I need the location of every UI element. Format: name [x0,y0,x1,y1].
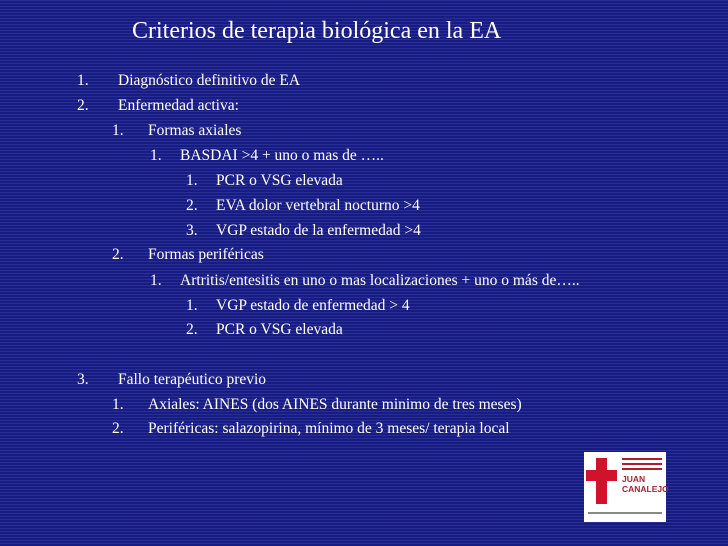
list-number: 2. [186,197,198,214]
list-text: Fallo terapéutico previo [118,371,267,388]
list-number: 2. [112,246,124,263]
list-number: 1. [112,396,124,413]
list-text: Formas periféricas [148,246,264,263]
list-number: 3. [186,222,198,239]
red-cross-icon [596,458,607,504]
list-text: Diagnóstico definitivo de EA [118,72,301,89]
list-text: Enfermedad activa: [118,97,239,114]
list-number: 1. [77,72,89,89]
list-text: Axiales: AINES (dos AINES durante minimo de tres meses) [148,396,522,413]
list-number: 2. [77,97,89,114]
list-number: 1. [112,122,124,139]
list-text: Artritis/entesitis en uno o mas localizaciones + uno o más de….. [180,272,580,289]
list-text: PCR o VSG elevada [216,321,343,338]
list-text: VGP estado de enfermedad > 4 [216,297,410,314]
list-number: 2. [186,321,198,338]
list-text: BASDAI >4 + uno o mas de ….. [180,147,384,164]
list-number: 1. [150,147,162,164]
logo-name-first: JUAN [622,474,646,484]
list-text: EVA dolor vertebral nocturno >4 [216,197,420,214]
list-number: 1. [186,172,198,189]
slide-title: Criterios de terapia biológica en la EA [132,18,502,44]
list-text: Periféricas: salazopirina, mínimo de 3 meses/ terapia local [148,420,510,437]
list-text: VGP estado de la enfermedad >4 [216,222,421,239]
list-text: Formas axiales [148,122,242,139]
list-number: 1. [150,272,162,289]
hospital-logo [584,452,669,522]
list-text: PCR o VSG elevada [216,172,343,189]
list-number: 2. [112,420,124,437]
logo-name-last: CANALEJO [622,484,669,494]
list-number: 3. [77,371,89,388]
list-number: 1. [186,297,198,314]
